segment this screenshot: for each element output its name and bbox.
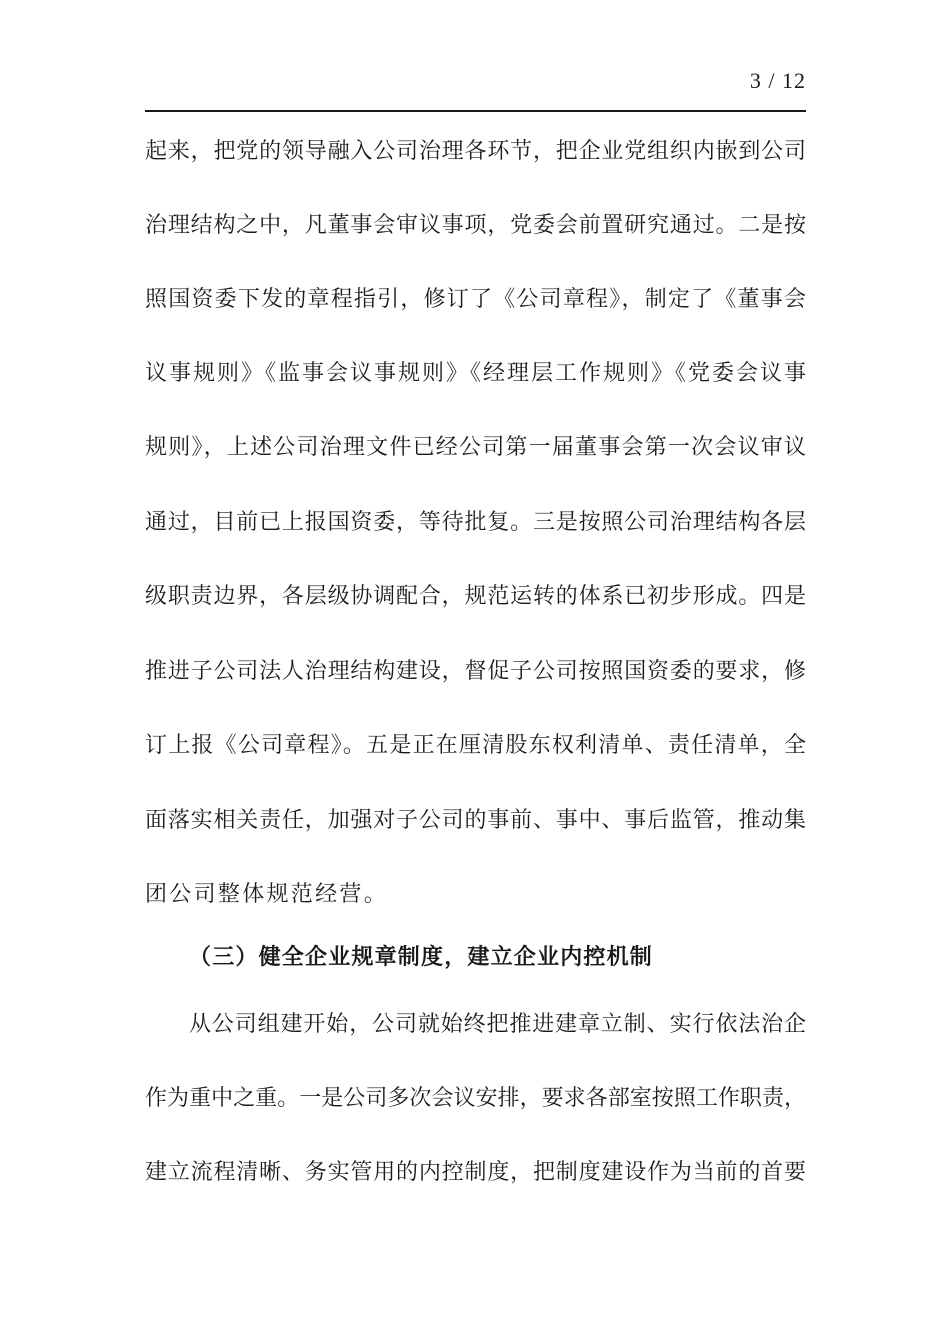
paragraph-line: 建立流程清晰、务实管用的内控制度，把制度建设作为当前的首要 — [145, 1160, 806, 1185]
paragraph-line: 团公司整体规范经营。 — [145, 882, 389, 907]
paragraph-line: 议事规则》《监事会议事规则》《经理层工作规则》《党委会议事 — [145, 361, 806, 386]
header-divider — [145, 110, 806, 112]
paragraph-line: 通过，目前已上报国资委，等待批复。三是按照公司治理结构各层 — [145, 510, 806, 535]
paragraph-line: 起来，把党的领导融入公司治理各环节，把企业党组织内嵌到公司 — [145, 139, 806, 164]
paragraph-line: 作为重中之重。一是公司多次会议安排，要求各部室按照工作职责， — [145, 1086, 806, 1111]
paragraph-line: 照国资委下发的章程指引，修订了《公司章程》，制定了《董事会 — [145, 287, 806, 312]
paragraph-line: 级职责边界，各层级协调配合，规范运转的体系已初步形成。四是 — [145, 584, 806, 609]
page-number: 3 / 12 — [749, 68, 806, 93]
paragraph-line: 规则》，上述公司治理文件已经公司第一届董事会第一次会议审议 — [145, 435, 806, 460]
paragraph-line: 治理结构之中，凡董事会审议事项，党委会前置研究通过。二是按 — [145, 213, 806, 238]
paragraph-line: 推进子公司法人治理结构建设，督促子公司按照国资委的要求，修 — [145, 659, 806, 684]
paragraph-line: 从公司组建开始，公司就始终把推进建章立制、实行依法治企 — [189, 1012, 806, 1037]
paragraph-line: 订上报《公司章程》。五是正在厘清股东权利清单、责任清单，全 — [145, 733, 806, 758]
section-heading: （三）健全企业规章制度，建立企业内控机制 — [189, 944, 654, 970]
paragraph-line: 面落实相关责任，加强对子公司的事前、事中、事后监管，推动集 — [145, 808, 806, 833]
